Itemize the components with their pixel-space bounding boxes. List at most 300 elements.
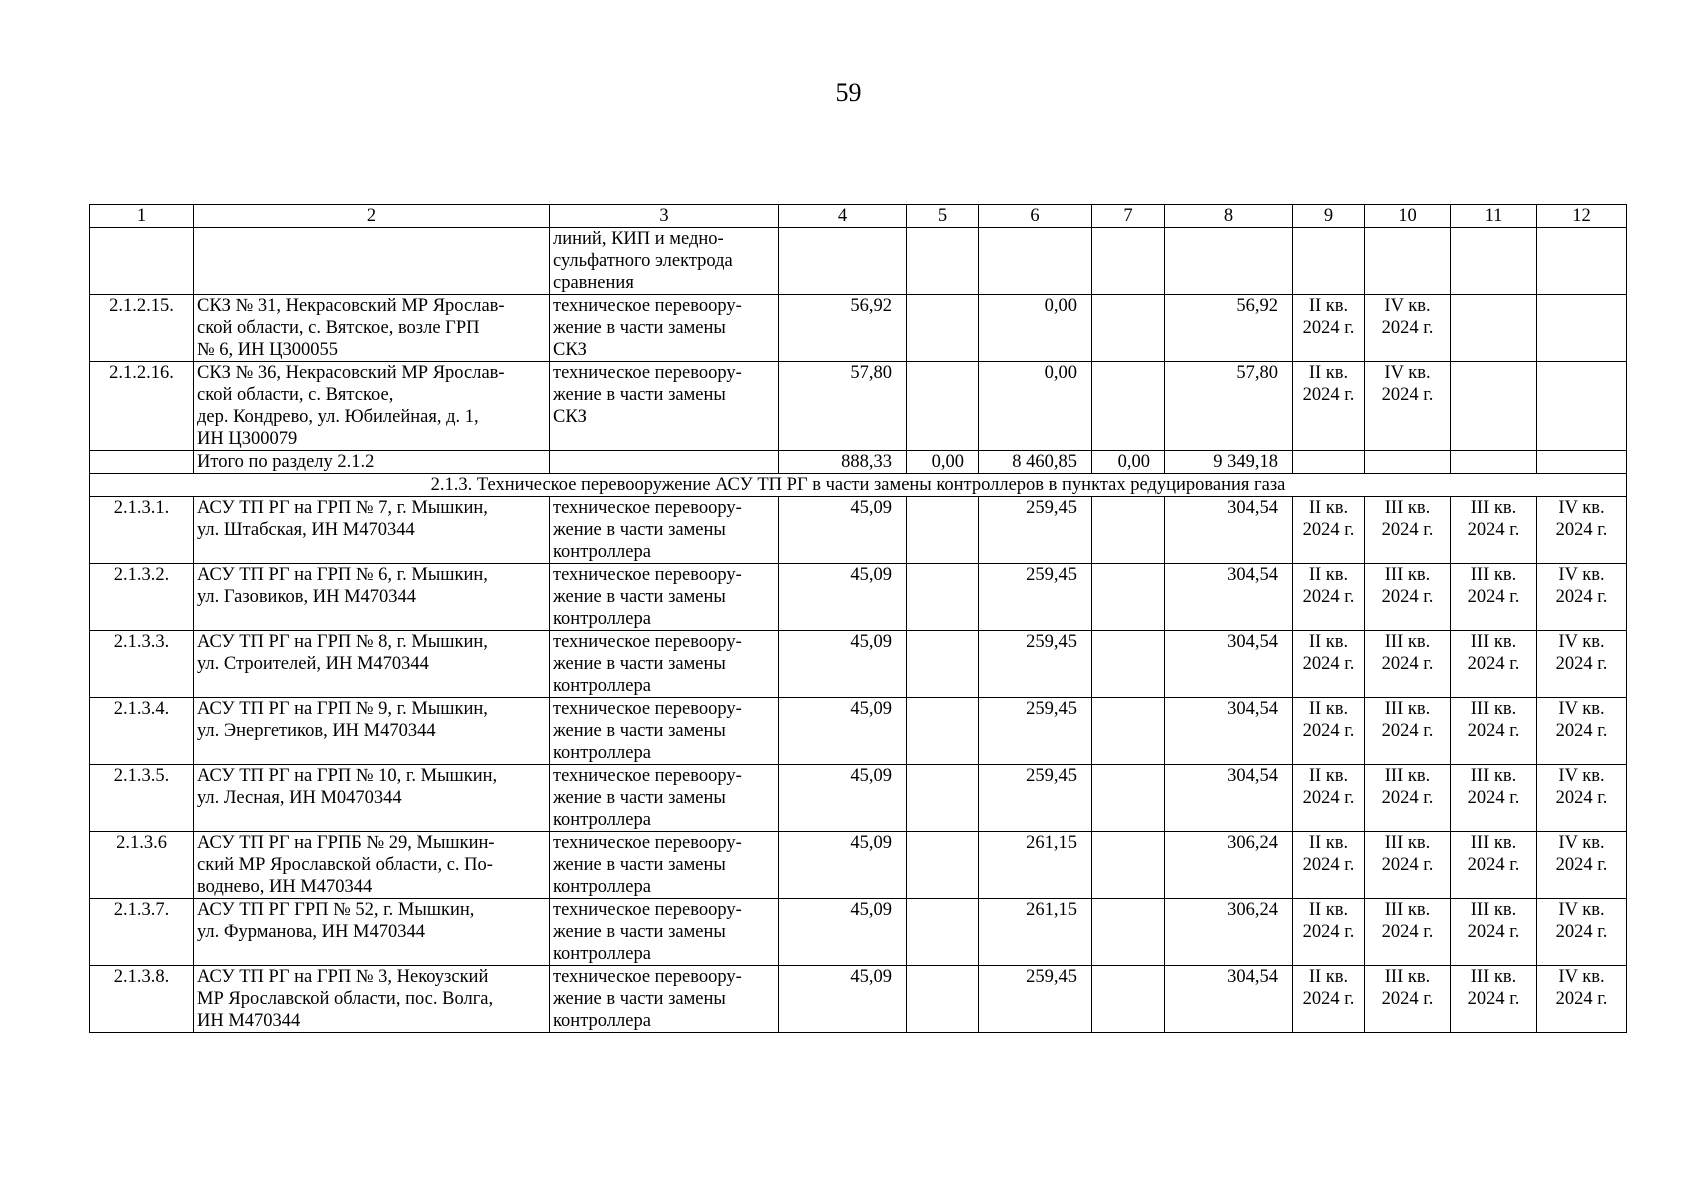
text-line	[910, 832, 964, 854]
text-line: 259,45	[1026, 766, 1077, 786]
value-col-6	[979, 631, 1092, 698]
text-line: IV кв.	[1558, 967, 1605, 987]
object-name-cell	[194, 765, 550, 832]
text-line: 45,09	[850, 967, 892, 987]
value-col-5	[907, 295, 979, 362]
value-col-8	[1165, 295, 1293, 362]
value-col-4	[779, 631, 907, 698]
text-line: жение в части замены	[553, 989, 726, 1009]
text-line: АСУ ТП РГ на ГРП № 6, г. Мышкин,	[197, 565, 488, 585]
quarter-col-12	[1537, 832, 1627, 899]
object-name-cell	[194, 966, 550, 1033]
text-line: 2.1.3.3.	[113, 632, 170, 652]
text-line: 2.1.3.7.	[113, 900, 170, 920]
text-line: 259,45	[1026, 699, 1077, 719]
total-col-6: 8 460,85	[979, 451, 1092, 474]
table-row	[90, 899, 1627, 966]
text-line: АСУ ТП РГ на ГРП № 3, Некоузский	[197, 967, 489, 987]
table-row	[90, 497, 1627, 564]
quarter-col-11	[1451, 564, 1537, 631]
text-line: III кв.	[1470, 967, 1517, 987]
value-col-7	[1092, 497, 1165, 564]
column-header: 6	[979, 205, 1092, 228]
text-line	[1095, 899, 1150, 921]
quarter-end-cell	[1365, 564, 1451, 631]
text-line	[910, 631, 964, 653]
text-line: ул. Газовиков, ИН М470344	[197, 587, 417, 607]
text-line: СКЗ № 36, Некрасовский МР Ярослав-	[197, 363, 505, 383]
text-line: 57,80	[1236, 363, 1278, 383]
value-col-6	[979, 295, 1092, 362]
text-line: 2024 г.	[1302, 318, 1355, 338]
text-line: 2024 г.	[1555, 654, 1608, 674]
quarter-col-11	[1451, 765, 1537, 832]
item-number	[90, 832, 194, 899]
text-line: сульфатного электрода	[553, 251, 733, 271]
text-line: 2024 г.	[1302, 855, 1355, 875]
object-name-cell	[194, 698, 550, 765]
text-line: 2024 г.	[1302, 721, 1355, 741]
text-line: техническое перевоору-	[553, 363, 742, 383]
text-line: ул. Строителей, ИН М470344	[197, 654, 429, 674]
text-line	[197, 608, 546, 630]
quarter-col-11	[1451, 698, 1537, 765]
text-line	[910, 899, 964, 921]
text-line: СКЗ	[553, 340, 587, 360]
text-line	[1095, 832, 1150, 854]
quarter-end-cell	[1365, 698, 1451, 765]
quarter-col-12	[1537, 362, 1627, 451]
text-line: техническое перевоору-	[553, 833, 742, 853]
quarter-col-11	[1451, 295, 1537, 362]
text-line: 45,09	[850, 632, 892, 652]
text-line: 2.1.3.5.	[113, 766, 170, 786]
text-line: сравнения	[553, 273, 634, 293]
text-line: II кв.	[1308, 900, 1349, 920]
column-header: 4	[779, 205, 907, 228]
quarter-start-cell	[1293, 765, 1365, 832]
work-description-cell	[550, 899, 779, 966]
value-col-7	[1092, 631, 1165, 698]
text-line: 306,24	[1227, 900, 1278, 920]
value-col-7	[1092, 765, 1165, 832]
text-line: IV кв.	[1558, 900, 1605, 920]
value-col-4	[779, 966, 907, 1033]
quarter-col-12	[1537, 295, 1627, 362]
text-line: 304,54	[1227, 632, 1278, 652]
text-line: АСУ ТП РГ на ГРПБ № 29, Мышкин-	[197, 833, 495, 853]
text-line	[1095, 295, 1150, 317]
text-line: № 6, ИН Ц300055	[197, 340, 338, 360]
text-line: III кв.	[1384, 766, 1431, 786]
quarter-start-cell	[1293, 698, 1365, 765]
value-col-4	[779, 497, 907, 564]
text-line: III кв.	[1384, 833, 1431, 853]
text-line	[1095, 631, 1150, 653]
text-line: 2.1.2.15.	[109, 296, 174, 316]
item-number	[90, 631, 194, 698]
text-line: 2024 г.	[1381, 587, 1434, 607]
item-number	[90, 362, 194, 451]
text-line: техническое перевоору-	[553, 699, 742, 719]
work-description-cell	[550, 698, 779, 765]
work-description-cell	[550, 966, 779, 1033]
value-col-6	[979, 564, 1092, 631]
value-col-7	[1092, 362, 1165, 451]
value-col-6	[979, 899, 1092, 966]
total-label: Итого по разделу 2.1.2	[194, 451, 550, 474]
work-description-cell	[550, 564, 779, 631]
text-line: контроллера	[553, 1011, 651, 1031]
text-line: воднево, ИН М470344	[197, 877, 373, 897]
work-description-cell	[550, 295, 779, 362]
text-line: III кв.	[1384, 967, 1431, 987]
text-line: 306,24	[1227, 833, 1278, 853]
text-line: 45,09	[850, 900, 892, 920]
value-col-8	[1165, 362, 1293, 451]
text-line: 2024 г.	[1381, 654, 1434, 674]
quarter-col-11	[1451, 899, 1537, 966]
text-line: II кв.	[1308, 766, 1349, 786]
quarter-start-cell	[1293, 564, 1365, 631]
text-line: 2024 г.	[1381, 989, 1434, 1009]
text-line: III кв.	[1470, 900, 1517, 920]
text-line	[910, 765, 964, 787]
quarter-end-cell	[1365, 295, 1451, 362]
value-col-8	[1165, 698, 1293, 765]
text-line: II кв.	[1308, 296, 1349, 316]
value-col-7	[1092, 832, 1165, 899]
text-line: жение в части замены	[553, 855, 726, 875]
text-line: жение в части замены	[553, 922, 726, 942]
value-col-8	[1165, 765, 1293, 832]
page-number: 59	[835, 78, 862, 107]
total-col-5: 0,00	[907, 451, 979, 474]
text-line: 57,80	[850, 363, 892, 383]
quarter-end-cell	[1365, 362, 1451, 451]
text-line: 2024 г.	[1555, 989, 1608, 1009]
work-description-cell	[550, 362, 779, 451]
text-line: 2024 г.	[1467, 855, 1520, 875]
text-line: АСУ ТП РГ ГРП № 52, г. Мышкин,	[197, 900, 475, 920]
text-line: СКЗ	[553, 407, 587, 427]
text-line	[1095, 698, 1150, 720]
text-line: 45,09	[850, 565, 892, 585]
quarter-end-cell	[1365, 899, 1451, 966]
value-col-6	[979, 832, 1092, 899]
object-name-cell	[194, 899, 550, 966]
text-line: III кв.	[1470, 632, 1517, 652]
value-col-4	[779, 899, 907, 966]
text-line: III кв.	[1384, 900, 1431, 920]
value-col-4	[779, 362, 907, 451]
text-line: жение в части замены	[553, 788, 726, 808]
text-line: 2024 г.	[1467, 654, 1520, 674]
value-col-4	[779, 295, 907, 362]
text-line: 2024 г.	[1555, 855, 1608, 875]
total-col-7: 0,00	[1092, 451, 1165, 474]
value-col-5	[907, 832, 979, 899]
text-line: III кв.	[1384, 699, 1431, 719]
text-line: АСУ ТП РГ на ГРП № 10, г. Мышкин,	[197, 766, 498, 786]
text-line: 0,00	[1044, 363, 1077, 383]
section-title: 2.1.3. Техническое перевооружение АСУ ТП РГ в части замены контроллеров в пунктах редуцирования газа	[90, 474, 1627, 497]
text-line: 2024 г.	[1302, 788, 1355, 808]
quarter-end-cell	[1365, 497, 1451, 564]
text-line	[1537, 317, 1626, 339]
text-line: контроллера	[553, 609, 651, 629]
text-line	[197, 541, 546, 563]
text-line: 45,09	[850, 498, 892, 518]
quarter-col-11	[1451, 631, 1537, 698]
text-line: жение в части замены	[553, 721, 726, 741]
value-col-4	[779, 698, 907, 765]
text-line: 304,54	[1227, 498, 1278, 518]
text-line	[1095, 966, 1150, 988]
quarter-col-12	[1537, 966, 1627, 1033]
text-line: 2024 г.	[1381, 385, 1434, 405]
text-line: III кв.	[1384, 565, 1431, 585]
text-line: 2024 г.	[1555, 721, 1608, 741]
text-line: контроллера	[553, 676, 651, 696]
quarter-col-11	[1451, 966, 1537, 1033]
item-number	[90, 899, 194, 966]
text-line: 304,54	[1227, 967, 1278, 987]
table-row	[90, 362, 1627, 451]
column-header: 3	[550, 205, 779, 228]
value-col-5	[907, 966, 979, 1033]
text-line: ул. Фурманова, ИН М470344	[197, 922, 425, 942]
text-line: 2024 г.	[1467, 520, 1520, 540]
text-line	[1537, 384, 1626, 406]
text-line: IV кв.	[1558, 565, 1605, 585]
object-name-cell	[194, 497, 550, 564]
text-line: 0,00	[1044, 296, 1077, 316]
text-line: 2024 г.	[1467, 788, 1520, 808]
quarter-col-12	[1537, 564, 1627, 631]
column-header: 12	[1537, 205, 1627, 228]
text-line: ИН М470344	[197, 1011, 301, 1031]
quarter-start-cell	[1293, 362, 1365, 451]
quarter-col-12	[1537, 497, 1627, 564]
text-line: IV кв.	[1558, 766, 1605, 786]
value-col-6	[979, 497, 1092, 564]
quarter-start-cell	[1293, 295, 1365, 362]
value-col-5	[907, 899, 979, 966]
quarter-col-12	[1537, 631, 1627, 698]
quarter-end-cell	[1365, 765, 1451, 832]
value-col-8	[1165, 966, 1293, 1033]
value-col-8	[1165, 832, 1293, 899]
quarter-end-cell	[1365, 966, 1451, 1033]
work-description-cell	[550, 228, 779, 295]
item-number	[90, 564, 194, 631]
object-name-cell	[194, 362, 550, 451]
text-line: II кв.	[1308, 498, 1349, 518]
text-line: ул. Штабская, ИН М470344	[197, 520, 415, 540]
quarter-start-cell	[1293, 497, 1365, 564]
section-total-row	[90, 451, 1627, 474]
text-line: линий, КИП и медно-	[553, 229, 724, 249]
value-col-4	[779, 765, 907, 832]
text-line: 45,09	[850, 699, 892, 719]
text-line: 2024 г.	[1467, 587, 1520, 607]
text-line: 261,15	[1026, 833, 1077, 853]
text-line: 2024 г.	[1555, 587, 1608, 607]
text-line: 2.1.2.16.	[109, 363, 174, 383]
text-line: 2.1.3.8.	[113, 967, 170, 987]
text-line: контроллера	[553, 877, 651, 897]
quarter-end-cell	[1365, 631, 1451, 698]
text-line	[1451, 384, 1536, 406]
text-line: 304,54	[1227, 699, 1278, 719]
text-line: III кв.	[1384, 632, 1431, 652]
text-line: контроллера	[553, 944, 651, 964]
table-row	[90, 765, 1627, 832]
text-line	[910, 497, 964, 519]
text-line: 2024 г.	[1467, 989, 1520, 1009]
object-name-cell	[194, 295, 550, 362]
column-number-row	[90, 205, 1627, 228]
text-line: III кв.	[1470, 565, 1517, 585]
text-line: 304,54	[1227, 565, 1278, 585]
text-line: 2024 г.	[1302, 654, 1355, 674]
text-line	[1537, 295, 1626, 317]
continuation-row	[90, 228, 1627, 295]
quarter-col-12	[1537, 698, 1627, 765]
text-line: 2.1.3.6	[116, 833, 167, 853]
text-line: 2024 г.	[1381, 922, 1434, 942]
object-name-cell	[194, 564, 550, 631]
text-line: 304,54	[1227, 766, 1278, 786]
text-line: 261,15	[1026, 900, 1077, 920]
text-line: 2024 г.	[1381, 721, 1434, 741]
text-line: дер. Кондрево, ул. Юбилейная, д. 1,	[197, 407, 479, 427]
text-line: 45,09	[850, 766, 892, 786]
text-line: жение в части замены	[553, 654, 726, 674]
text-line: II кв.	[1308, 699, 1349, 719]
text-line: техническое перевоору-	[553, 900, 742, 920]
value-col-7	[1092, 295, 1165, 362]
text-line: II кв.	[1308, 632, 1349, 652]
item-number	[90, 966, 194, 1033]
work-description-cell	[550, 765, 779, 832]
text-line	[1095, 765, 1150, 787]
text-line: 259,45	[1026, 565, 1077, 585]
table-row	[90, 631, 1627, 698]
object-name-cell	[194, 832, 550, 899]
value-col-4	[779, 832, 907, 899]
text-line: II кв.	[1308, 833, 1349, 853]
text-line: контроллера	[553, 743, 651, 763]
value-col-5	[907, 497, 979, 564]
column-header: 9	[1293, 205, 1365, 228]
column-header: 1	[90, 205, 194, 228]
text-line: IV кв.	[1384, 296, 1431, 316]
text-line: III кв.	[1470, 833, 1517, 853]
item-number	[90, 497, 194, 564]
quarter-col-11	[1451, 832, 1537, 899]
value-col-7	[1092, 698, 1165, 765]
quarter-col-12	[1537, 765, 1627, 832]
quarter-col-11	[1451, 497, 1537, 564]
column-header: 10	[1365, 205, 1451, 228]
value-col-5	[907, 362, 979, 451]
value-col-5	[907, 698, 979, 765]
quarter-col-11	[1451, 362, 1537, 451]
text-line	[197, 943, 546, 965]
text-line	[910, 564, 964, 586]
value-col-7	[1092, 899, 1165, 966]
table-row	[90, 698, 1627, 765]
text-line: 2024 г.	[1381, 520, 1434, 540]
text-line: II кв.	[1308, 363, 1349, 383]
column-header: 2	[194, 205, 550, 228]
value-col-7	[1092, 564, 1165, 631]
text-line: 2024 г.	[1302, 922, 1355, 942]
table-row	[90, 966, 1627, 1033]
text-line: контроллера	[553, 810, 651, 830]
work-description-cell	[550, 832, 779, 899]
value-col-6	[979, 966, 1092, 1033]
text-line: ИН Ц300079	[197, 429, 298, 449]
column-header: 7	[1092, 205, 1165, 228]
value-col-8	[1165, 899, 1293, 966]
value-col-4	[779, 564, 907, 631]
text-line: 2024 г.	[1302, 587, 1355, 607]
value-col-8	[1165, 497, 1293, 564]
text-line: IV кв.	[1558, 498, 1605, 518]
text-line: 2024 г.	[1555, 788, 1608, 808]
value-col-5	[907, 765, 979, 832]
quarter-col-12	[1537, 899, 1627, 966]
column-header: 5	[907, 205, 979, 228]
quarter-start-cell	[1293, 631, 1365, 698]
text-line: III кв.	[1384, 498, 1431, 518]
table-row	[90, 564, 1627, 631]
work-description-cell	[550, 497, 779, 564]
text-line: ской области, с. Вятское,	[197, 385, 394, 405]
value-col-7	[1092, 966, 1165, 1033]
text-line: АСУ ТП РГ на ГРП № 9, г. Мышкин,	[197, 699, 488, 719]
text-line: техническое перевоору-	[553, 632, 742, 652]
text-line: МР Ярославской области, пос. Волга,	[197, 989, 494, 1009]
text-line: 2024 г.	[1555, 922, 1608, 942]
text-line: 2024 г.	[1302, 989, 1355, 1009]
text-line	[1451, 295, 1536, 317]
text-line: IV кв.	[1558, 833, 1605, 853]
text-line: техническое перевоору-	[553, 565, 742, 585]
text-line: ский МР Ярославской области, с. По-	[197, 855, 493, 875]
text-line: 2.1.3.1.	[113, 498, 170, 518]
value-col-6	[979, 362, 1092, 451]
text-line: 2024 г.	[1302, 385, 1355, 405]
text-line: III кв.	[1470, 766, 1517, 786]
text-line	[1451, 317, 1536, 339]
quarter-start-cell	[1293, 966, 1365, 1033]
item-number	[90, 765, 194, 832]
quarter-start-cell	[1293, 832, 1365, 899]
text-line: IV кв.	[1558, 699, 1605, 719]
text-line	[197, 809, 546, 831]
text-line: 2024 г.	[1467, 721, 1520, 741]
text-line: техническое перевоору-	[553, 498, 742, 518]
text-line: 259,45	[1026, 632, 1077, 652]
table-row	[90, 832, 1627, 899]
text-line	[910, 295, 964, 317]
value-col-8	[1165, 564, 1293, 631]
text-line: IV кв.	[1384, 363, 1431, 383]
